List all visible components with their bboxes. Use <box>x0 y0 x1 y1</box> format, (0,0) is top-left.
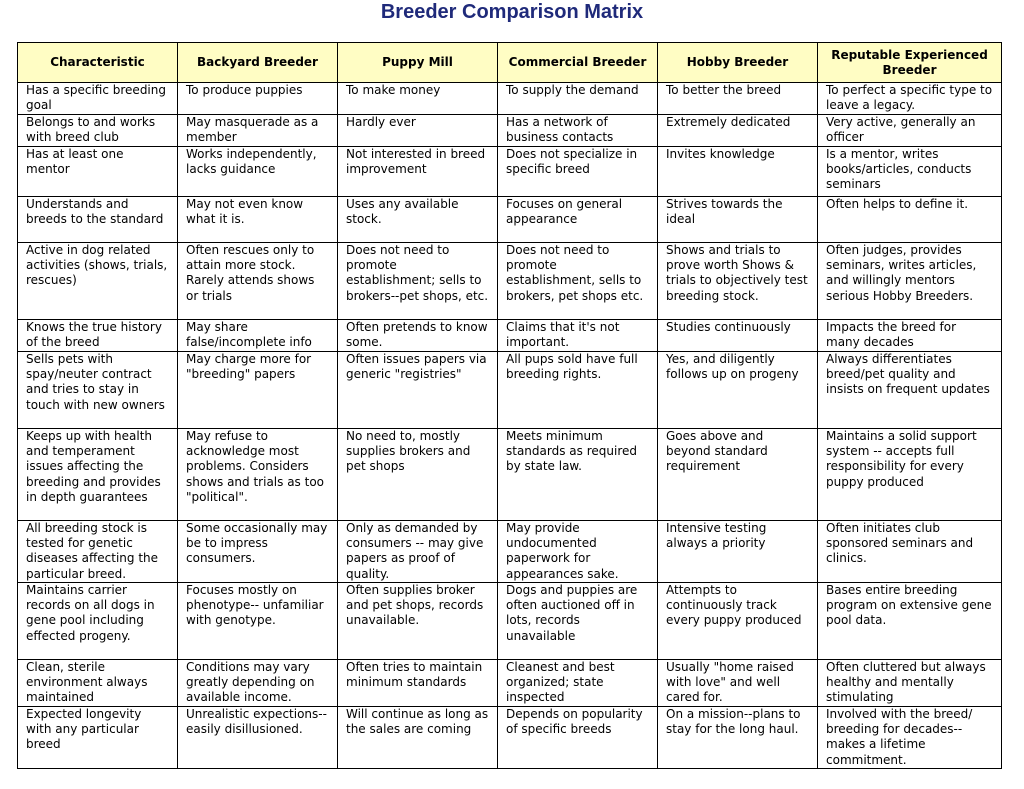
table-cell: Yes, and diligently follows up on progeny <box>658 352 818 429</box>
characteristic-cell: Active in dog related activities (shows, trials, rescues) <box>18 243 178 320</box>
column-header: Backyard Breeder <box>178 43 338 83</box>
characteristic-cell: Has at least one mentor <box>18 147 178 197</box>
table-row <box>18 83 1002 115</box>
table-cell: Has a network of business contacts <box>498 115 658 147</box>
table-cell: Intensive testing always a priority <box>658 521 818 583</box>
table-cell: To supply the demand <box>498 83 658 115</box>
table-row <box>18 429 1002 521</box>
table-cell: Does not specialize in specific breed <box>498 147 658 197</box>
table-cell: Will continue as long as the sales are coming <box>338 707 498 769</box>
table-cell: Extremely dedicated <box>658 115 818 147</box>
table-cell: Is a mentor, writes books/articles, conducts seminars <box>818 147 1002 197</box>
table-cell: Works independently, lacks guidance <box>178 147 338 197</box>
table-cell: Often judges, provides seminars, writes articles, and willingly mentors serious Hobby Breeders. <box>818 243 1002 320</box>
characteristic-cell: Expected longevity with any particular breed <box>18 707 178 769</box>
page-title: Breeder Comparison Matrix <box>380 1 644 23</box>
table-cell: May charge more for "breeding" papers <box>178 352 338 429</box>
table-row <box>18 147 1002 197</box>
table-cell: To make money <box>338 83 498 115</box>
table-cell: May share false/incomplete info <box>178 320 338 352</box>
characteristic-cell: Belongs to and works with breed club <box>18 115 178 147</box>
characteristic-cell: Has a specific breeding goal <box>18 83 178 115</box>
table-cell: Often issues papers via generic "registries" <box>338 352 498 429</box>
header-row <box>18 43 1002 83</box>
column-header: Puppy Mill <box>338 43 498 83</box>
table-cell: Depends on popularity of specific breeds <box>498 707 658 769</box>
table-row <box>18 243 1002 320</box>
table-cell: Uses any available stock. <box>338 197 498 243</box>
table-row <box>18 707 1002 769</box>
column-header: Commercial Breeder <box>498 43 658 83</box>
table-cell: Dogs and puppies are often auctioned off in lots, records unavailable <box>498 583 658 660</box>
table-cell: Often cluttered but always healthy and mentally stimulating <box>818 660 1002 707</box>
table-cell: Always differentiates breed/pet quality and insists on frequent updates <box>818 352 1002 429</box>
column-header: Characteristic <box>18 43 178 83</box>
table-row <box>18 352 1002 429</box>
table-row <box>18 115 1002 147</box>
table-cell: To perfect a specific type to leave a legacy. <box>818 83 1002 115</box>
table-cell: Not interested in breed improvement <box>338 147 498 197</box>
characteristic-cell: Knows the true history of the breed <box>18 320 178 352</box>
table-cell: Does not need to promote establishment, sells to brokers, pet shops etc. <box>498 243 658 320</box>
table-cell: Only as demanded by consumers -- may give papers as proof of quality. <box>338 521 498 583</box>
table-row <box>18 521 1002 583</box>
characteristic-cell: Understands and breeds to the standard <box>18 197 178 243</box>
table-cell: Some occasionally may be to impress consumers. <box>178 521 338 583</box>
table-cell: Invites knowledge <box>658 147 818 197</box>
table-cell: Focuses on general appearance <box>498 197 658 243</box>
table-cell: Studies continuously <box>658 320 818 352</box>
table-cell: Very active, generally an officer <box>818 115 1002 147</box>
table-cell: Shows and trials to prove worth Shows & trials to objectively test breeding stock. <box>658 243 818 320</box>
table-body <box>18 83 1002 769</box>
table-cell: Conditions may vary greatly depending on available income. <box>178 660 338 707</box>
table-cell: Focuses mostly on phenotype-- unfamiliar with genotype. <box>178 583 338 660</box>
table-cell: To produce puppies <box>178 83 338 115</box>
comparison-table <box>17 42 1002 769</box>
table-cell: Does not need to promote establishment; sells to brokers--pet shops, etc. <box>338 243 498 320</box>
table-cell: Attempts to continuously track every puppy produced <box>658 583 818 660</box>
table-cell: Strives towards the ideal <box>658 197 818 243</box>
table-cell: Often initiates club sponsored seminars and clinics. <box>818 521 1002 583</box>
table-cell: Cleanest and best organized; state inspected <box>498 660 658 707</box>
table-cell: On a mission--plans to stay for the long haul. <box>658 707 818 769</box>
table-cell: Often tries to maintain minimum standards <box>338 660 498 707</box>
table-row <box>18 660 1002 707</box>
table-cell: Claims that it's not important. <box>498 320 658 352</box>
table-cell: Bases entire breeding program on extensive gene pool data. <box>818 583 1002 660</box>
characteristic-cell: Sells pets with spay/neuter contract and tries to stay in touch with new owners <box>18 352 178 429</box>
table-cell: May not even know what it is. <box>178 197 338 243</box>
table-cell: No need to, mostly supplies brokers and pet shops <box>338 429 498 521</box>
table-cell: May provide undocumented paperwork for appearances sake. <box>498 521 658 583</box>
characteristic-cell: Maintains carrier records on all dogs in gene pool including effected progeny. <box>18 583 178 660</box>
table-cell: Usually "home raised with love" and well cared for. <box>658 660 818 707</box>
table-cell: May refuse to acknowledge most problems. Considers shows and trials as too "political". <box>178 429 338 521</box>
table-cell: Goes above and beyond standard requirement <box>658 429 818 521</box>
table-cell: Often rescues only to attain more stock. Rarely attends shows or trials <box>178 243 338 320</box>
characteristic-cell: Clean, sterile environment always maintained <box>18 660 178 707</box>
column-header: Hobby Breeder <box>658 43 818 83</box>
table-row <box>18 320 1002 352</box>
table-cell: Often pretends to know some. <box>338 320 498 352</box>
characteristic-cell: All breeding stock is tested for genetic diseases affecting the particular breed. <box>18 521 178 583</box>
table-cell: To better the breed <box>658 83 818 115</box>
table-cell: Impacts the breed for many decades <box>818 320 1002 352</box>
table-cell: Often helps to define it. <box>818 197 1002 243</box>
table-cell: Often supplies broker and pet shops, records unavailable. <box>338 583 498 660</box>
table-cell: Unrealistic expections-- easily disillusioned. <box>178 707 338 769</box>
table-row <box>18 197 1002 243</box>
column-header: Reputable Experienced Breeder <box>818 43 1002 83</box>
table-cell: Maintains a solid support system -- accepts full responsibility for every puppy produced <box>818 429 1002 521</box>
table-cell: All pups sold have full breeding rights. <box>498 352 658 429</box>
table-row <box>18 583 1002 660</box>
table-cell: Hardly ever <box>338 115 498 147</box>
table-cell: Involved with the breed/ breeding for decades--makes a lifetime commitment. <box>818 707 1002 769</box>
table-cell: May masquerade as a member <box>178 115 338 147</box>
characteristic-cell: Keeps up with health and temperament issues affecting the breeding and provides in depth guarantees <box>18 429 178 521</box>
table-cell: Meets minimum standards as required by state law. <box>498 429 658 521</box>
